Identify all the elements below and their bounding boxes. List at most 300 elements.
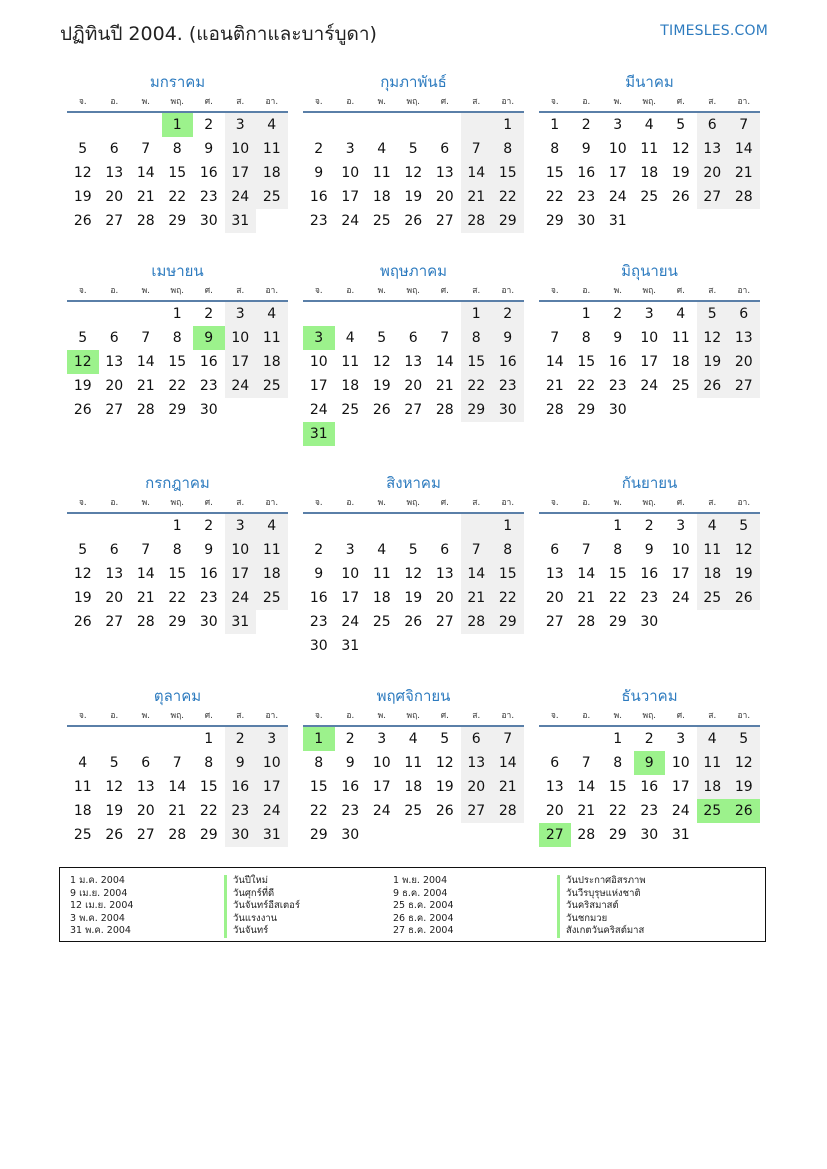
weekday-label: จ. xyxy=(314,97,323,107)
day-cell: 27 xyxy=(461,799,493,823)
day-cell: 8 xyxy=(581,330,591,346)
day-cell: 28 xyxy=(136,213,155,229)
weekday-label: อา. xyxy=(501,286,515,296)
weekday-label: อา. xyxy=(265,286,279,296)
month-block xyxy=(67,71,288,233)
day-cell: 26 xyxy=(73,614,92,630)
weekday-label: ส. xyxy=(708,97,717,107)
day-cell: 3 xyxy=(225,113,257,137)
day-cell: 20 xyxy=(404,378,423,394)
week-row xyxy=(303,398,524,422)
week-row xyxy=(303,302,524,326)
empty-day-cell xyxy=(728,610,760,634)
day-cell: 6 xyxy=(697,113,729,137)
day-cell: 9 xyxy=(581,141,591,157)
week-row xyxy=(67,137,288,161)
weekday-label: พฤ. xyxy=(406,498,420,508)
month-name: สิงหาคม xyxy=(386,474,441,492)
day-cell: 14 xyxy=(728,137,760,161)
week-row xyxy=(539,562,760,586)
day-cell: 8 xyxy=(550,141,560,157)
legend-date: 25 ธ.ค. 2004 xyxy=(393,900,454,911)
empty-day-cell xyxy=(398,514,430,538)
week-row xyxy=(303,823,524,847)
weekday-label: ส. xyxy=(472,97,481,107)
day-cell: 28 xyxy=(545,402,564,418)
day-cell: 6 xyxy=(109,330,119,346)
day-cell: 15 xyxy=(492,161,524,185)
weekday-label: จ. xyxy=(550,498,559,508)
day-cell: 24 xyxy=(671,590,690,606)
day-cell: 20 xyxy=(545,803,564,819)
empty-day-cell xyxy=(67,514,99,538)
day-cell: 21 xyxy=(577,803,596,819)
day-cell: 15 xyxy=(168,566,187,582)
day-cell: 28 xyxy=(461,209,493,233)
day-cell: 25 xyxy=(256,374,288,398)
day-cell: 13 xyxy=(105,165,124,181)
holiday-day-cell: 9 xyxy=(634,751,666,775)
day-cell: 11 xyxy=(372,566,391,582)
day-cell: 24 xyxy=(341,213,360,229)
week-row xyxy=(67,514,288,538)
day-cell: 25 xyxy=(341,402,360,418)
day-cell: 30 xyxy=(640,827,659,843)
empty-day-cell xyxy=(728,209,760,233)
day-cell: 4 xyxy=(408,731,418,747)
day-cell: 7 xyxy=(492,727,524,751)
day-cell: 12 xyxy=(404,566,423,582)
empty-day-cell xyxy=(697,610,729,634)
holiday-day-cell: 27 xyxy=(539,823,571,847)
day-cell: 17 xyxy=(341,189,360,205)
day-cell: 14 xyxy=(168,779,187,795)
day-cell: 18 xyxy=(671,354,690,370)
day-cell: 25 xyxy=(256,586,288,610)
day-cell: 7 xyxy=(581,542,591,558)
day-cell: 30 xyxy=(199,402,218,418)
day-cell: 9 xyxy=(314,566,324,582)
day-cell: 18 xyxy=(73,803,92,819)
day-cell: 28 xyxy=(461,610,493,634)
day-cell: 8 xyxy=(314,755,324,771)
day-cell: 12 xyxy=(671,141,690,157)
day-cell: 4 xyxy=(256,514,288,538)
holiday-day-cell: 3 xyxy=(303,326,335,350)
day-cell: 29 xyxy=(608,827,627,843)
weekday-label: อา. xyxy=(501,711,515,721)
legend-names-right xyxy=(557,875,646,938)
weekday-label: ศ. xyxy=(440,97,449,107)
day-cell: 26 xyxy=(697,374,729,398)
day-cell: 10 xyxy=(256,751,288,775)
day-cell: 1 xyxy=(550,117,560,133)
day-cell: 17 xyxy=(640,354,659,370)
empty-day-cell xyxy=(398,302,430,326)
weekday-label: พฤ. xyxy=(642,498,656,508)
day-cell: 16 xyxy=(225,775,257,799)
legend-holiday-name: วันแรงงาน xyxy=(224,913,300,926)
day-cell: 22 xyxy=(199,803,218,819)
day-cell: 3 xyxy=(345,542,355,558)
weekday-label: ศ. xyxy=(204,711,213,721)
empty-day-cell xyxy=(366,302,398,326)
empty-day-cell xyxy=(728,398,760,422)
week-row xyxy=(67,775,288,799)
week-row xyxy=(67,586,288,610)
day-cell: 27 xyxy=(545,614,564,630)
day-cell: 21 xyxy=(577,590,596,606)
day-cell: 7 xyxy=(728,113,760,137)
day-cell: 7 xyxy=(141,542,151,558)
weekday-label: อ. xyxy=(110,286,119,296)
day-cell: 11 xyxy=(73,779,92,795)
day-cell: 28 xyxy=(728,185,760,209)
empty-day-cell xyxy=(398,422,430,446)
day-cell: 21 xyxy=(136,189,155,205)
legend-holiday-name: วันวีรบุรุษแห่งชาติ xyxy=(557,888,646,901)
day-cell: 1 xyxy=(172,518,182,534)
day-cell: 23 xyxy=(341,803,360,819)
day-cell: 5 xyxy=(676,117,686,133)
day-cell: 29 xyxy=(608,614,627,630)
day-cell: 21 xyxy=(168,803,187,819)
day-cell: 18 xyxy=(256,350,288,374)
day-cell: 2 xyxy=(613,306,623,322)
weekday-label: พฤ. xyxy=(170,498,184,508)
week-row xyxy=(67,302,288,326)
day-cell: 11 xyxy=(256,326,288,350)
day-cell: 19 xyxy=(372,378,391,394)
empty-day-cell xyxy=(697,209,729,233)
legend-holiday-name: วันคริสมาสต์ xyxy=(557,900,646,913)
day-cell: 24 xyxy=(225,185,257,209)
empty-day-cell xyxy=(335,422,367,446)
week-row xyxy=(67,610,288,634)
weekday-header xyxy=(303,93,524,113)
brand-link[interactable]: TIMESLES.COM xyxy=(660,23,768,39)
week-row xyxy=(67,398,288,422)
day-cell: 10 xyxy=(309,354,328,370)
empty-day-cell xyxy=(461,514,493,538)
day-cell: 27 xyxy=(728,374,760,398)
day-cell: 25 xyxy=(404,803,423,819)
week-row xyxy=(303,562,524,586)
day-cell: 29 xyxy=(168,213,187,229)
weekday-label: จ. xyxy=(314,711,323,721)
day-cell: 15 xyxy=(168,165,187,181)
day-cell: 5 xyxy=(78,330,88,346)
weekday-label: ส. xyxy=(708,498,717,508)
day-cell: 19 xyxy=(73,590,92,606)
day-cell: 9 xyxy=(345,755,355,771)
week-row xyxy=(67,374,288,398)
empty-day-cell xyxy=(67,302,99,326)
month-block xyxy=(539,71,760,233)
day-cell: 30 xyxy=(341,827,360,843)
day-cell: 25 xyxy=(73,827,92,843)
day-cell: 20 xyxy=(105,378,124,394)
day-cell: 24 xyxy=(671,803,690,819)
week-row xyxy=(303,422,524,446)
holiday-day-cell: 25 xyxy=(697,799,729,823)
day-cell: 18 xyxy=(640,165,659,181)
day-cell: 15 xyxy=(168,354,187,370)
week-row xyxy=(539,302,760,326)
day-cell: 13 xyxy=(545,566,564,582)
day-cell: 12 xyxy=(105,779,124,795)
day-cell: 30 xyxy=(199,213,218,229)
day-cell: 22 xyxy=(608,803,627,819)
legend-holiday-name: วันปีใหม่ xyxy=(224,875,300,888)
weekday-label: จ. xyxy=(78,97,87,107)
weekday-label: ส. xyxy=(236,498,245,508)
day-cell: 21 xyxy=(545,378,564,394)
day-cell: 5 xyxy=(728,514,760,538)
day-cell: 16 xyxy=(608,354,627,370)
empty-day-cell xyxy=(366,422,398,446)
day-cell: 28 xyxy=(136,402,155,418)
day-cell: 28 xyxy=(136,614,155,630)
weekday-header xyxy=(303,282,524,302)
day-cell: 29 xyxy=(492,610,524,634)
day-cell: 17 xyxy=(671,779,690,795)
weekday-label: พ. xyxy=(613,498,622,508)
day-cell: 14 xyxy=(136,354,155,370)
month-block xyxy=(303,685,524,847)
week-row xyxy=(303,137,524,161)
day-cell: 11 xyxy=(697,538,729,562)
day-cell: 26 xyxy=(435,803,454,819)
day-cell: 24 xyxy=(309,402,328,418)
weekday-header xyxy=(67,494,288,514)
empty-day-cell xyxy=(366,113,398,137)
day-cell: 18 xyxy=(697,562,729,586)
week-row xyxy=(539,374,760,398)
week-row xyxy=(67,727,288,751)
day-cell: 26 xyxy=(404,213,423,229)
empty-day-cell xyxy=(571,727,603,751)
day-cell: 3 xyxy=(676,731,686,747)
day-cell: 14 xyxy=(136,165,155,181)
day-cell: 18 xyxy=(404,779,423,795)
day-cell: 23 xyxy=(640,590,659,606)
week-row xyxy=(67,751,288,775)
day-cell: 20 xyxy=(461,775,493,799)
weekday-header xyxy=(67,707,288,727)
weekday-label: อา. xyxy=(265,498,279,508)
weekday-label: อ. xyxy=(110,711,119,721)
week-row xyxy=(303,350,524,374)
legend-date: 31 พ.ค. 2004 xyxy=(70,925,131,936)
month-block xyxy=(303,260,524,446)
weekday-header xyxy=(539,282,760,302)
day-cell: 17 xyxy=(256,775,288,799)
weekday-label: ส. xyxy=(472,286,481,296)
day-cell: 27 xyxy=(435,213,454,229)
day-cell: 12 xyxy=(404,165,423,181)
empty-day-cell xyxy=(429,823,461,847)
month-name: พฤศจิกายน xyxy=(376,687,451,705)
weekday-label: อา. xyxy=(737,498,751,508)
weekday-label: พฤ. xyxy=(642,97,656,107)
day-cell: 31 xyxy=(225,209,257,233)
day-cell: 9 xyxy=(644,542,654,558)
day-cell: 16 xyxy=(341,779,360,795)
weekday-label: อา. xyxy=(501,97,515,107)
weekday-label: ศ. xyxy=(676,97,685,107)
day-cell: 4 xyxy=(256,302,288,326)
month-name: กรกฎาคม xyxy=(145,474,210,492)
empty-day-cell xyxy=(539,302,571,326)
day-cell: 13 xyxy=(404,354,423,370)
day-cell: 21 xyxy=(461,185,493,209)
week-row xyxy=(539,538,760,562)
day-cell: 15 xyxy=(545,165,564,181)
week-row xyxy=(539,326,760,350)
day-cell: 3 xyxy=(613,117,623,133)
day-cell: 2 xyxy=(314,141,324,157)
day-cell: 7 xyxy=(461,137,493,161)
weekday-label: อ. xyxy=(110,97,119,107)
day-cell: 20 xyxy=(697,161,729,185)
legend-holiday-name: วันจันทร์ xyxy=(224,925,300,938)
day-cell: 15 xyxy=(461,350,493,374)
day-cell: 12 xyxy=(372,354,391,370)
day-cell: 30 xyxy=(309,638,328,654)
day-cell: 30 xyxy=(640,614,659,630)
month-name: เมษายน xyxy=(151,262,204,280)
empty-day-cell xyxy=(429,422,461,446)
week-row xyxy=(67,823,288,847)
day-cell: 12 xyxy=(697,326,729,350)
day-cell: 11 xyxy=(671,330,690,346)
day-cell: 27 xyxy=(136,827,155,843)
month-block xyxy=(67,472,288,634)
empty-day-cell xyxy=(429,113,461,137)
day-cell: 10 xyxy=(671,755,690,771)
day-cell: 12 xyxy=(73,165,92,181)
day-cell: 2 xyxy=(644,518,654,534)
legend-date: 27 ธ.ค. 2004 xyxy=(393,925,454,936)
day-cell: 17 xyxy=(225,562,257,586)
week-row xyxy=(539,185,760,209)
day-cell: 2 xyxy=(204,306,214,322)
empty-day-cell xyxy=(461,422,493,446)
day-cell: 1 xyxy=(492,113,524,137)
day-cell: 13 xyxy=(728,326,760,350)
week-row xyxy=(539,775,760,799)
day-cell: 16 xyxy=(577,165,596,181)
weekday-label: ส. xyxy=(472,711,481,721)
weekday-label: พฤ. xyxy=(642,286,656,296)
legend-holiday-name: วันจันทร์อีสเตอร์ xyxy=(224,900,300,913)
day-cell: 5 xyxy=(377,330,387,346)
day-cell: 11 xyxy=(697,751,729,775)
day-cell: 25 xyxy=(640,189,659,205)
day-cell: 4 xyxy=(256,113,288,137)
day-cell: 19 xyxy=(105,803,124,819)
weekday-label: อา. xyxy=(501,498,515,508)
weekday-label: จ. xyxy=(550,711,559,721)
day-cell: 20 xyxy=(136,803,155,819)
weekday-label: พ. xyxy=(613,286,622,296)
legend-holiday-name: วันศุกร์ที่ดี xyxy=(224,888,300,901)
weekday-label: อ. xyxy=(346,286,355,296)
day-cell: 4 xyxy=(676,306,686,322)
legend-names-left xyxy=(224,875,300,938)
day-cell: 28 xyxy=(435,402,454,418)
week-row xyxy=(303,161,524,185)
weekday-label: พ. xyxy=(141,286,150,296)
day-cell: 18 xyxy=(372,189,391,205)
day-cell: 19 xyxy=(671,165,690,181)
day-cell: 3 xyxy=(644,306,654,322)
day-cell: 18 xyxy=(372,590,391,606)
day-cell: 26 xyxy=(728,586,760,610)
day-cell: 7 xyxy=(461,538,493,562)
weekday-label: จ. xyxy=(550,286,559,296)
day-cell: 22 xyxy=(461,374,493,398)
day-cell: 2 xyxy=(345,731,355,747)
empty-day-cell xyxy=(256,610,288,634)
day-cell: 8 xyxy=(492,137,524,161)
weekday-header xyxy=(539,93,760,113)
empty-day-cell xyxy=(728,823,760,847)
week-row xyxy=(539,823,760,847)
weekday-label: ศ. xyxy=(440,286,449,296)
day-cell: 30 xyxy=(608,402,627,418)
day-cell: 18 xyxy=(256,562,288,586)
weekday-label: ศ. xyxy=(204,498,213,508)
day-cell: 22 xyxy=(492,185,524,209)
weekday-label: ส. xyxy=(236,97,245,107)
day-cell: 13 xyxy=(545,779,564,795)
weekday-label: อ. xyxy=(582,711,591,721)
legend-dates-left xyxy=(70,875,133,938)
empty-day-cell xyxy=(130,514,162,538)
weekday-label: อ. xyxy=(346,711,355,721)
day-cell: 24 xyxy=(256,799,288,823)
day-cell: 27 xyxy=(105,614,124,630)
week-row xyxy=(303,586,524,610)
day-cell: 6 xyxy=(550,755,560,771)
day-cell: 26 xyxy=(372,402,391,418)
empty-day-cell xyxy=(130,302,162,326)
day-cell: 29 xyxy=(168,614,187,630)
legend-date: 1 พ.ย. 2004 xyxy=(393,875,448,886)
day-cell: 9 xyxy=(314,165,324,181)
month-name: กุมภาพันธ์ xyxy=(380,73,447,91)
legend-holiday-name: วันประกาศอิสรภาพ xyxy=(557,875,646,888)
day-cell: 9 xyxy=(204,141,214,157)
day-cell: 13 xyxy=(105,354,124,370)
day-cell: 17 xyxy=(309,378,328,394)
weekday-label: พฤ. xyxy=(406,286,420,296)
day-cell: 10 xyxy=(225,326,257,350)
day-cell: 13 xyxy=(136,779,155,795)
legend-date: 3 พ.ค. 2004 xyxy=(70,912,125,924)
weekday-label: พฤ. xyxy=(170,97,184,107)
empty-day-cell xyxy=(461,823,493,847)
weekday-label: พฤ. xyxy=(170,286,184,296)
weekday-label: พ. xyxy=(377,498,386,508)
page-title: ปฏิทินปี 2004. (แอนติกาและบาร์บูดา) xyxy=(60,23,377,45)
weekday-label: อา. xyxy=(265,97,279,107)
day-cell: 14 xyxy=(435,354,454,370)
weekday-label: จ. xyxy=(314,286,323,296)
day-cell: 9 xyxy=(613,330,623,346)
